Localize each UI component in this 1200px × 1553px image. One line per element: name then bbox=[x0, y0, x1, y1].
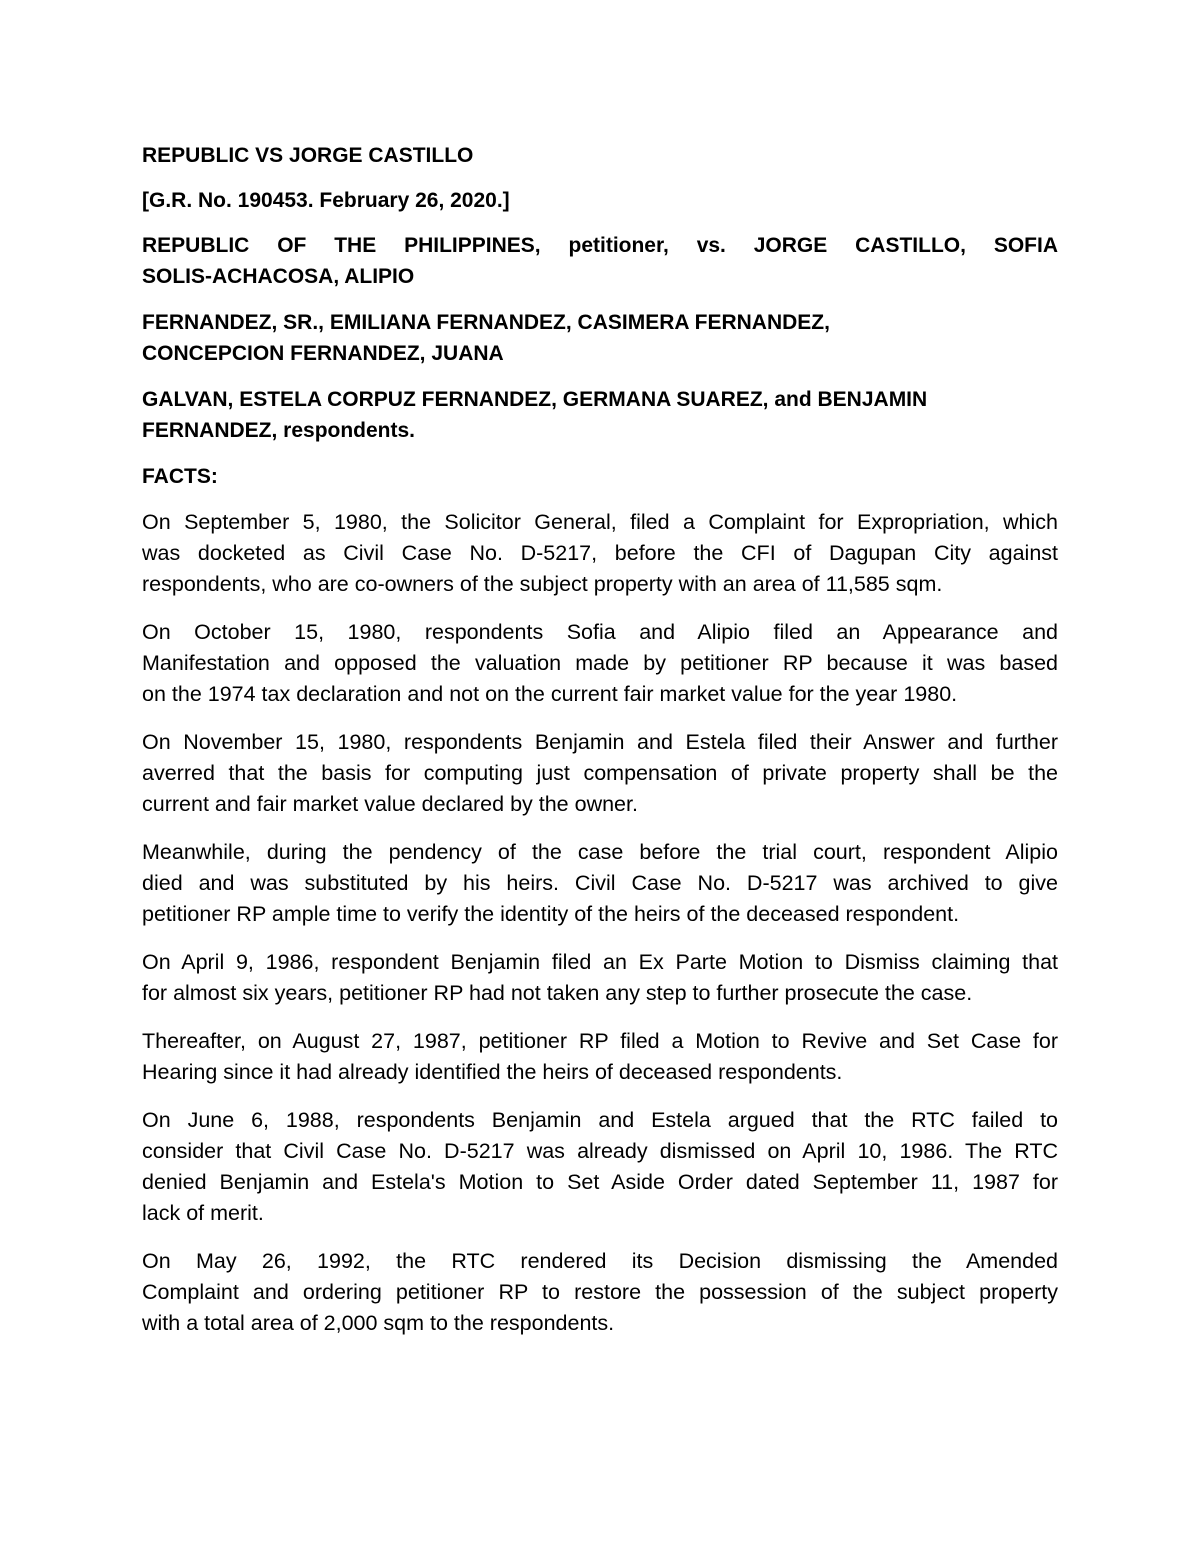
parties-line: GALVAN, ESTELA CORPUZ FERNANDEZ, GERMANA SUAREZ, and BENJAMIN bbox=[142, 388, 928, 411]
facts-paragraph bbox=[142, 1105, 1058, 1229]
facts-paragraph bbox=[142, 1026, 1058, 1088]
gr-number: [G.R. No. 190453. February 26, 2020.] bbox=[142, 189, 510, 212]
parties-line: CONCEPCION FERNANDEZ, JUANA bbox=[142, 342, 504, 365]
facts-paragraph bbox=[142, 837, 1058, 930]
paragraph-line: Thereafter, on August 27, 1987, petitioner RP filed a Motion to Revive and Set Case for bbox=[142, 1029, 1058, 1053]
paragraph-line: Manifestation and opposed the valuation made by petitioner RP because it was based bbox=[142, 651, 1058, 675]
paragraph-line: On May 26, 1992, the RTC rendered its Decision dismissing the Amended bbox=[142, 1249, 1058, 1273]
paragraph-line: Meanwhile, during the pendency of the case before the trial court, respondent Alipio bbox=[142, 840, 1058, 864]
parties-line: REPUBLIC OF THE PHILIPPINES, petitioner, vs. JORGE CASTILLO, SOFIA bbox=[142, 234, 1058, 257]
parties-line: SOLIS-ACHACOSA, ALIPIO bbox=[142, 265, 415, 288]
paragraph-line: consider that Civil Case No. D-5217 was already dismissed on April 10, 1986. The RTC bbox=[142, 1139, 1058, 1163]
paragraph-line: On October 15, 1980, respondents Sofia and Alipio filed an Appearance and bbox=[142, 620, 1058, 644]
paragraph-line: lack of merit. bbox=[142, 1201, 264, 1225]
paragraph-line: On September 5, 1980, the Solicitor General, filed a Complaint for Expropriation, which bbox=[142, 510, 1058, 534]
paragraph-line: denied Benjamin and Estela's Motion to Set Aside Order dated September 11, 1987 for bbox=[142, 1170, 1058, 1194]
paragraph-line: respondents, who are co-owners of the subject property with an area of 11,585 sqm. bbox=[142, 572, 943, 596]
paragraph-line: On April 9, 1986, respondent Benjamin filed an Ex Parte Motion to Dismiss claiming that bbox=[142, 950, 1058, 974]
parties-block bbox=[142, 307, 1058, 369]
parties-line: FERNANDEZ, SR., EMILIANA FERNANDEZ, CASIMERA FERNANDEZ, bbox=[142, 311, 830, 334]
document-page bbox=[142, 140, 1058, 1356]
parties-block bbox=[142, 230, 1058, 292]
paragraph-line: on the 1974 tax declaration and not on the current fair market value for the year 1980. bbox=[142, 682, 958, 706]
facts-heading: FACTS: bbox=[142, 465, 218, 488]
facts-paragraph bbox=[142, 617, 1058, 710]
facts-paragraph bbox=[142, 1246, 1058, 1339]
paragraph-line: current and fair market value declared by the owner. bbox=[142, 792, 638, 816]
facts-paragraph bbox=[142, 947, 1058, 1009]
facts-paragraph bbox=[142, 507, 1058, 600]
paragraph-line: averred that the basis for computing just compensation of private property shall be the bbox=[142, 761, 1058, 785]
paragraph-line: with a total area of 2,000 sqm to the respondents. bbox=[142, 1311, 615, 1335]
paragraph-line: for almost six years, petitioner RP had not taken any step to further prosecute the case. bbox=[142, 981, 973, 1005]
paragraph-line: On June 6, 1988, respondents Benjamin and Estela argued that the RTC failed to bbox=[142, 1108, 1058, 1132]
case-title: REPUBLIC VS JORGE CASTILLO bbox=[142, 144, 474, 167]
facts-paragraph bbox=[142, 727, 1058, 820]
parties-line: FERNANDEZ, respondents. bbox=[142, 419, 416, 442]
paragraph-line: On November 15, 1980, respondents Benjamin and Estela filed their Answer and further bbox=[142, 730, 1058, 754]
paragraph-line: Hearing since it had already identified the heirs of deceased respondents. bbox=[142, 1060, 843, 1084]
paragraph-line: was docketed as Civil Case No. D-5217, before the CFI of Dagupan City against bbox=[142, 541, 1058, 565]
paragraph-line: petitioner RP ample time to verify the identity of the heirs of the deceased respondent. bbox=[142, 902, 960, 926]
paragraph-line: died and was substituted by his heirs. Civil Case No. D-5217 was archived to give bbox=[142, 871, 1058, 895]
parties-block bbox=[142, 384, 1058, 446]
paragraph-line: Complaint and ordering petitioner RP to restore the possession of the subject property bbox=[142, 1280, 1058, 1304]
